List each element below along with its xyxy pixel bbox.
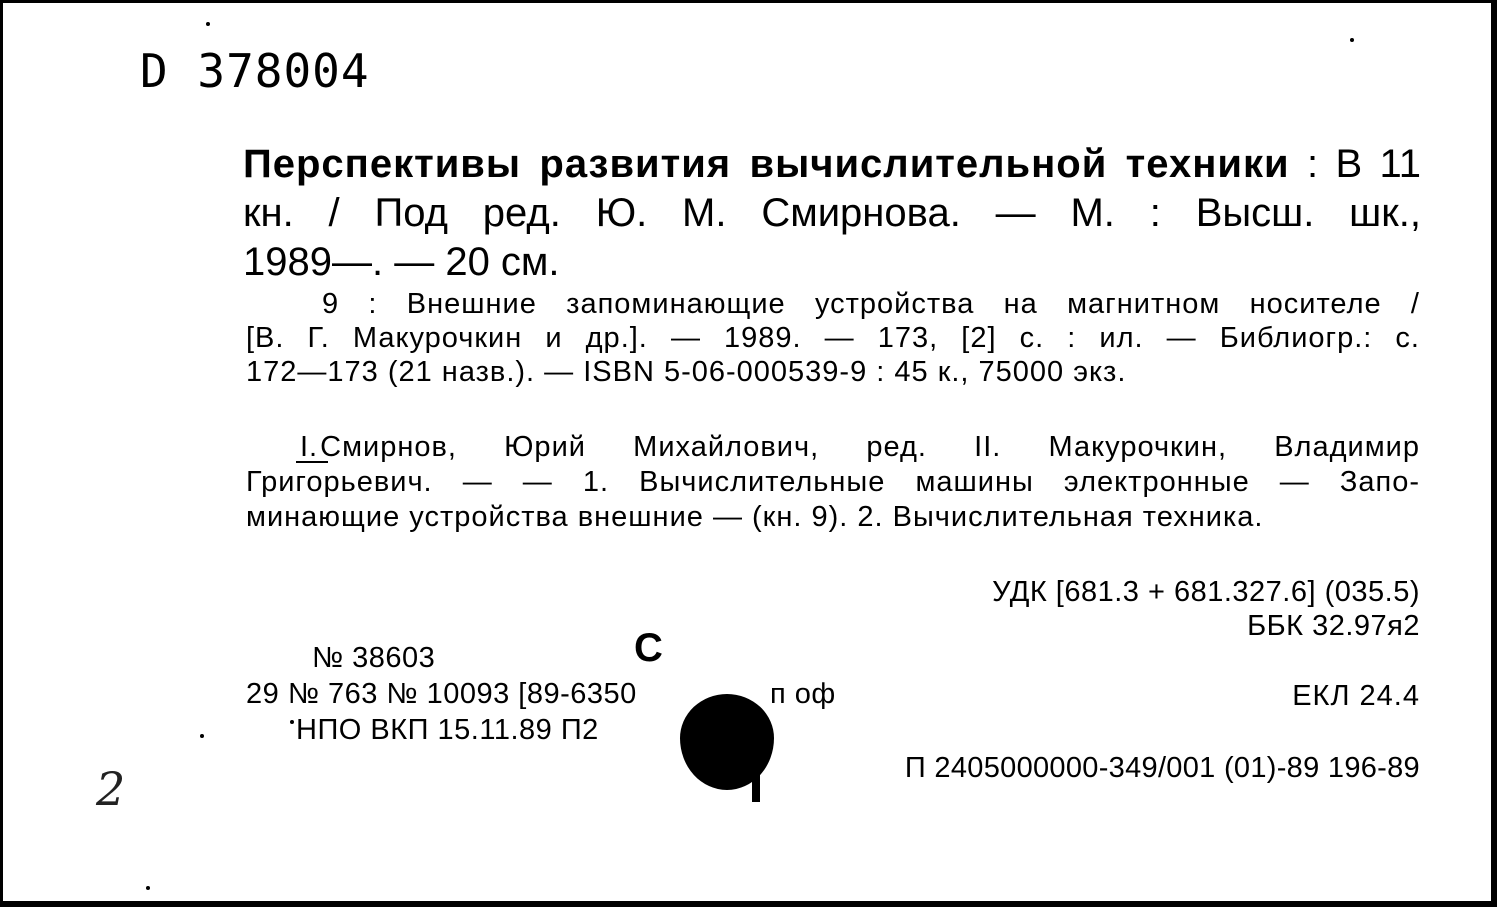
subject-line-1-text: Смирнов, Юрий Михайлович, ред. II. Макурочкин, Владимир xyxy=(320,431,1420,463)
ink-blot-tail xyxy=(752,770,760,802)
bbk-code: ББК 32.97я2 xyxy=(1247,610,1420,642)
subject-line-2: Григорьевич. — — 1. Вычислительные машины электронные — Запо- xyxy=(246,466,1420,498)
speck xyxy=(1350,38,1354,42)
udk-code: УДК [681.3 + 681.327.6] (035.5) xyxy=(992,576,1420,608)
speck xyxy=(206,22,210,26)
inventory-number: D 378004 xyxy=(140,44,370,98)
volume-description xyxy=(246,287,1420,389)
print-info-line: 29 № 763 № 10093 [89-6350 xyxy=(246,678,637,710)
speck xyxy=(200,734,204,738)
title-rest: : В 11 xyxy=(1289,142,1422,186)
letter-c-mark: С xyxy=(634,626,663,670)
book-title-block xyxy=(243,140,1421,287)
print-info-suffix: п оф xyxy=(770,678,836,710)
volume-line-1: 9 : Внешние запоминающие устройства на магнитном носителе / xyxy=(322,288,1420,320)
title-line-1 xyxy=(243,140,1421,189)
handwritten-mark: 2 xyxy=(96,762,126,816)
npo-line: НПО ВКП 15.11.89 П2 xyxy=(296,714,599,746)
subject-line-1 xyxy=(246,430,1420,465)
title-line-2: кн. / Под ред. Ю. М. Смирнова. — М. : Высш. шк., xyxy=(243,191,1421,235)
volume-line-3: 172—173 (21 назв.). — ISBN 5-06-000539-9 : 45 к., 75000 экз. xyxy=(246,356,1127,388)
ekl-code: ЕКЛ 24.4 xyxy=(1292,680,1420,712)
speck xyxy=(290,720,294,724)
speck xyxy=(146,886,150,890)
subject-headings xyxy=(246,430,1420,535)
subject-line-3: минающие устройства внешние — (кн. 9). 2. Вычислительная техника. xyxy=(246,501,1264,533)
volume-line-2: [В. Г. Макурочкин и др.]. — 1989. — 173, [2] с. : ил. — Библиогр.: с. xyxy=(246,322,1420,354)
title-bold: Перспективы развития вычислительной техники xyxy=(243,142,1290,186)
publisher-code: П 2405000000-349/001 (01)-89 196-89 xyxy=(904,752,1420,784)
title-line-3: 1989—. — 20 см. xyxy=(243,240,560,284)
roman-numeral-one: I. xyxy=(300,431,319,463)
order-number: № 38603 xyxy=(312,642,436,674)
